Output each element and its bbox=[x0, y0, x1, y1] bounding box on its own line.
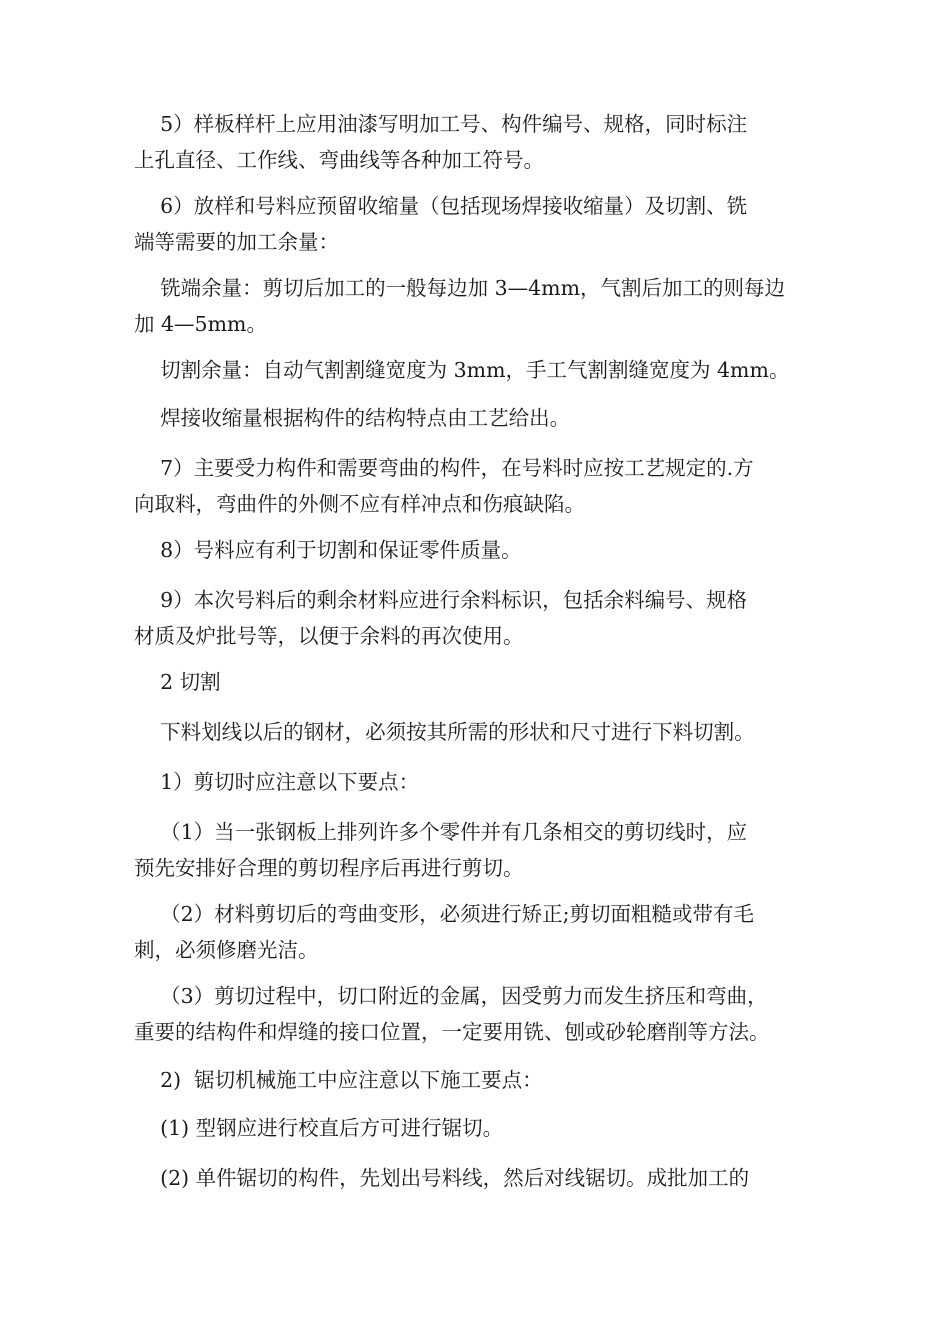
paragraph-milling-allowance bbox=[134, 270, 824, 342]
paragraph-shearing-2 bbox=[134, 896, 824, 968]
paragraph-weld-shrinkage bbox=[134, 400, 824, 436]
text-line: 切割余量：自动气割割缝宽度为 3mm，手工气割割缝宽度为 4mm。 bbox=[134, 358, 790, 382]
paragraph-7 bbox=[134, 450, 824, 522]
paragraph-sawing-2 bbox=[134, 1160, 824, 1196]
text-line: (1) 型钢应进行校直后方可进行锯切。 bbox=[134, 1116, 504, 1140]
text-line: 预先安排好合理的剪切程序后再进行剪切。 bbox=[134, 856, 524, 880]
text-line: （1）当一张钢板上排列许多个零件并有几条相交的剪切线时，应 bbox=[134, 820, 748, 844]
text-line: 6）放样和号料应预留收缩量（包括现场焊接收缩量）及切割、铣 bbox=[134, 194, 748, 218]
paragraph-cutting-allowance bbox=[134, 352, 824, 388]
text-line: 刺，必须修磨光洁。 bbox=[134, 938, 319, 962]
paragraph-sawing-1 bbox=[134, 1110, 824, 1146]
text-line: 1）剪切时应注意以下要点： bbox=[134, 770, 420, 794]
text-line: 焊接收缩量根据构件的结构特点由工艺给出。 bbox=[134, 406, 571, 430]
paragraph-shearing-3 bbox=[134, 978, 824, 1050]
text-line: (2) 单件锯切的构件，先划出号料线，然后对线锯切。成批加工的 bbox=[134, 1166, 750, 1190]
paragraph-shearing-points bbox=[134, 764, 824, 800]
paragraph-9 bbox=[134, 582, 824, 654]
paragraph-shearing-1 bbox=[134, 814, 824, 886]
section-heading-cutting bbox=[134, 664, 824, 700]
text-line: 材质及炉批号等，以便于余料的再次使用。 bbox=[134, 624, 524, 648]
text-line: 上孔直径、工作线、弯曲线等各种加工符号。 bbox=[134, 148, 544, 172]
text-line: （3）剪切过程中，切口附近的金属，因受剪力而发生挤压和弯曲， bbox=[134, 984, 768, 1008]
text-line: 5）样板样杆上应用油漆写明加工号、构件编号、规格，同时标注 bbox=[134, 112, 748, 136]
text-line: 8）号料应有利于切割和保证零件质量。 bbox=[134, 538, 522, 562]
text-line: 9）本次号料后的剩余材料应进行余料标识，包括余料编号、规格 bbox=[134, 588, 748, 612]
text-line: 向取料，弯曲件的外侧不应有样冲点和伤痕缺陷。 bbox=[134, 492, 585, 516]
text-line: 7）主要受力构件和需要弯曲的构件，在号料时应按工艺规定的.方 bbox=[134, 456, 754, 480]
text-line: （2）材料剪切后的弯曲变形，必须进行矫正;剪切面粗糙或带有毛 bbox=[134, 902, 755, 926]
text-line: 下料划线以后的钢材，必须按其所需的形状和尺寸进行下料切割。 bbox=[134, 720, 755, 744]
text-line: 2) 锯切机械施工中应注意以下施工要点： bbox=[134, 1068, 543, 1092]
text-line: 端等需要的加工余量： bbox=[134, 230, 339, 254]
text-line: 加 4—5mm。 bbox=[134, 312, 267, 336]
paragraph-5 bbox=[134, 106, 824, 178]
paragraph-cutting-intro bbox=[134, 714, 824, 750]
text-line: 2 切割 bbox=[134, 670, 221, 694]
paragraph-6 bbox=[134, 188, 824, 260]
paragraph-8 bbox=[134, 532, 824, 568]
paragraph-sawing-points bbox=[134, 1062, 824, 1098]
text-line: 铣端余量：剪切后加工的一般每边加 3—4mm，气割后加工的则每边 bbox=[134, 276, 786, 300]
text-line: 重要的结构件和焊缝的接口位置，一定要用铣、刨或砂轮磨削等方法。 bbox=[134, 1020, 770, 1044]
